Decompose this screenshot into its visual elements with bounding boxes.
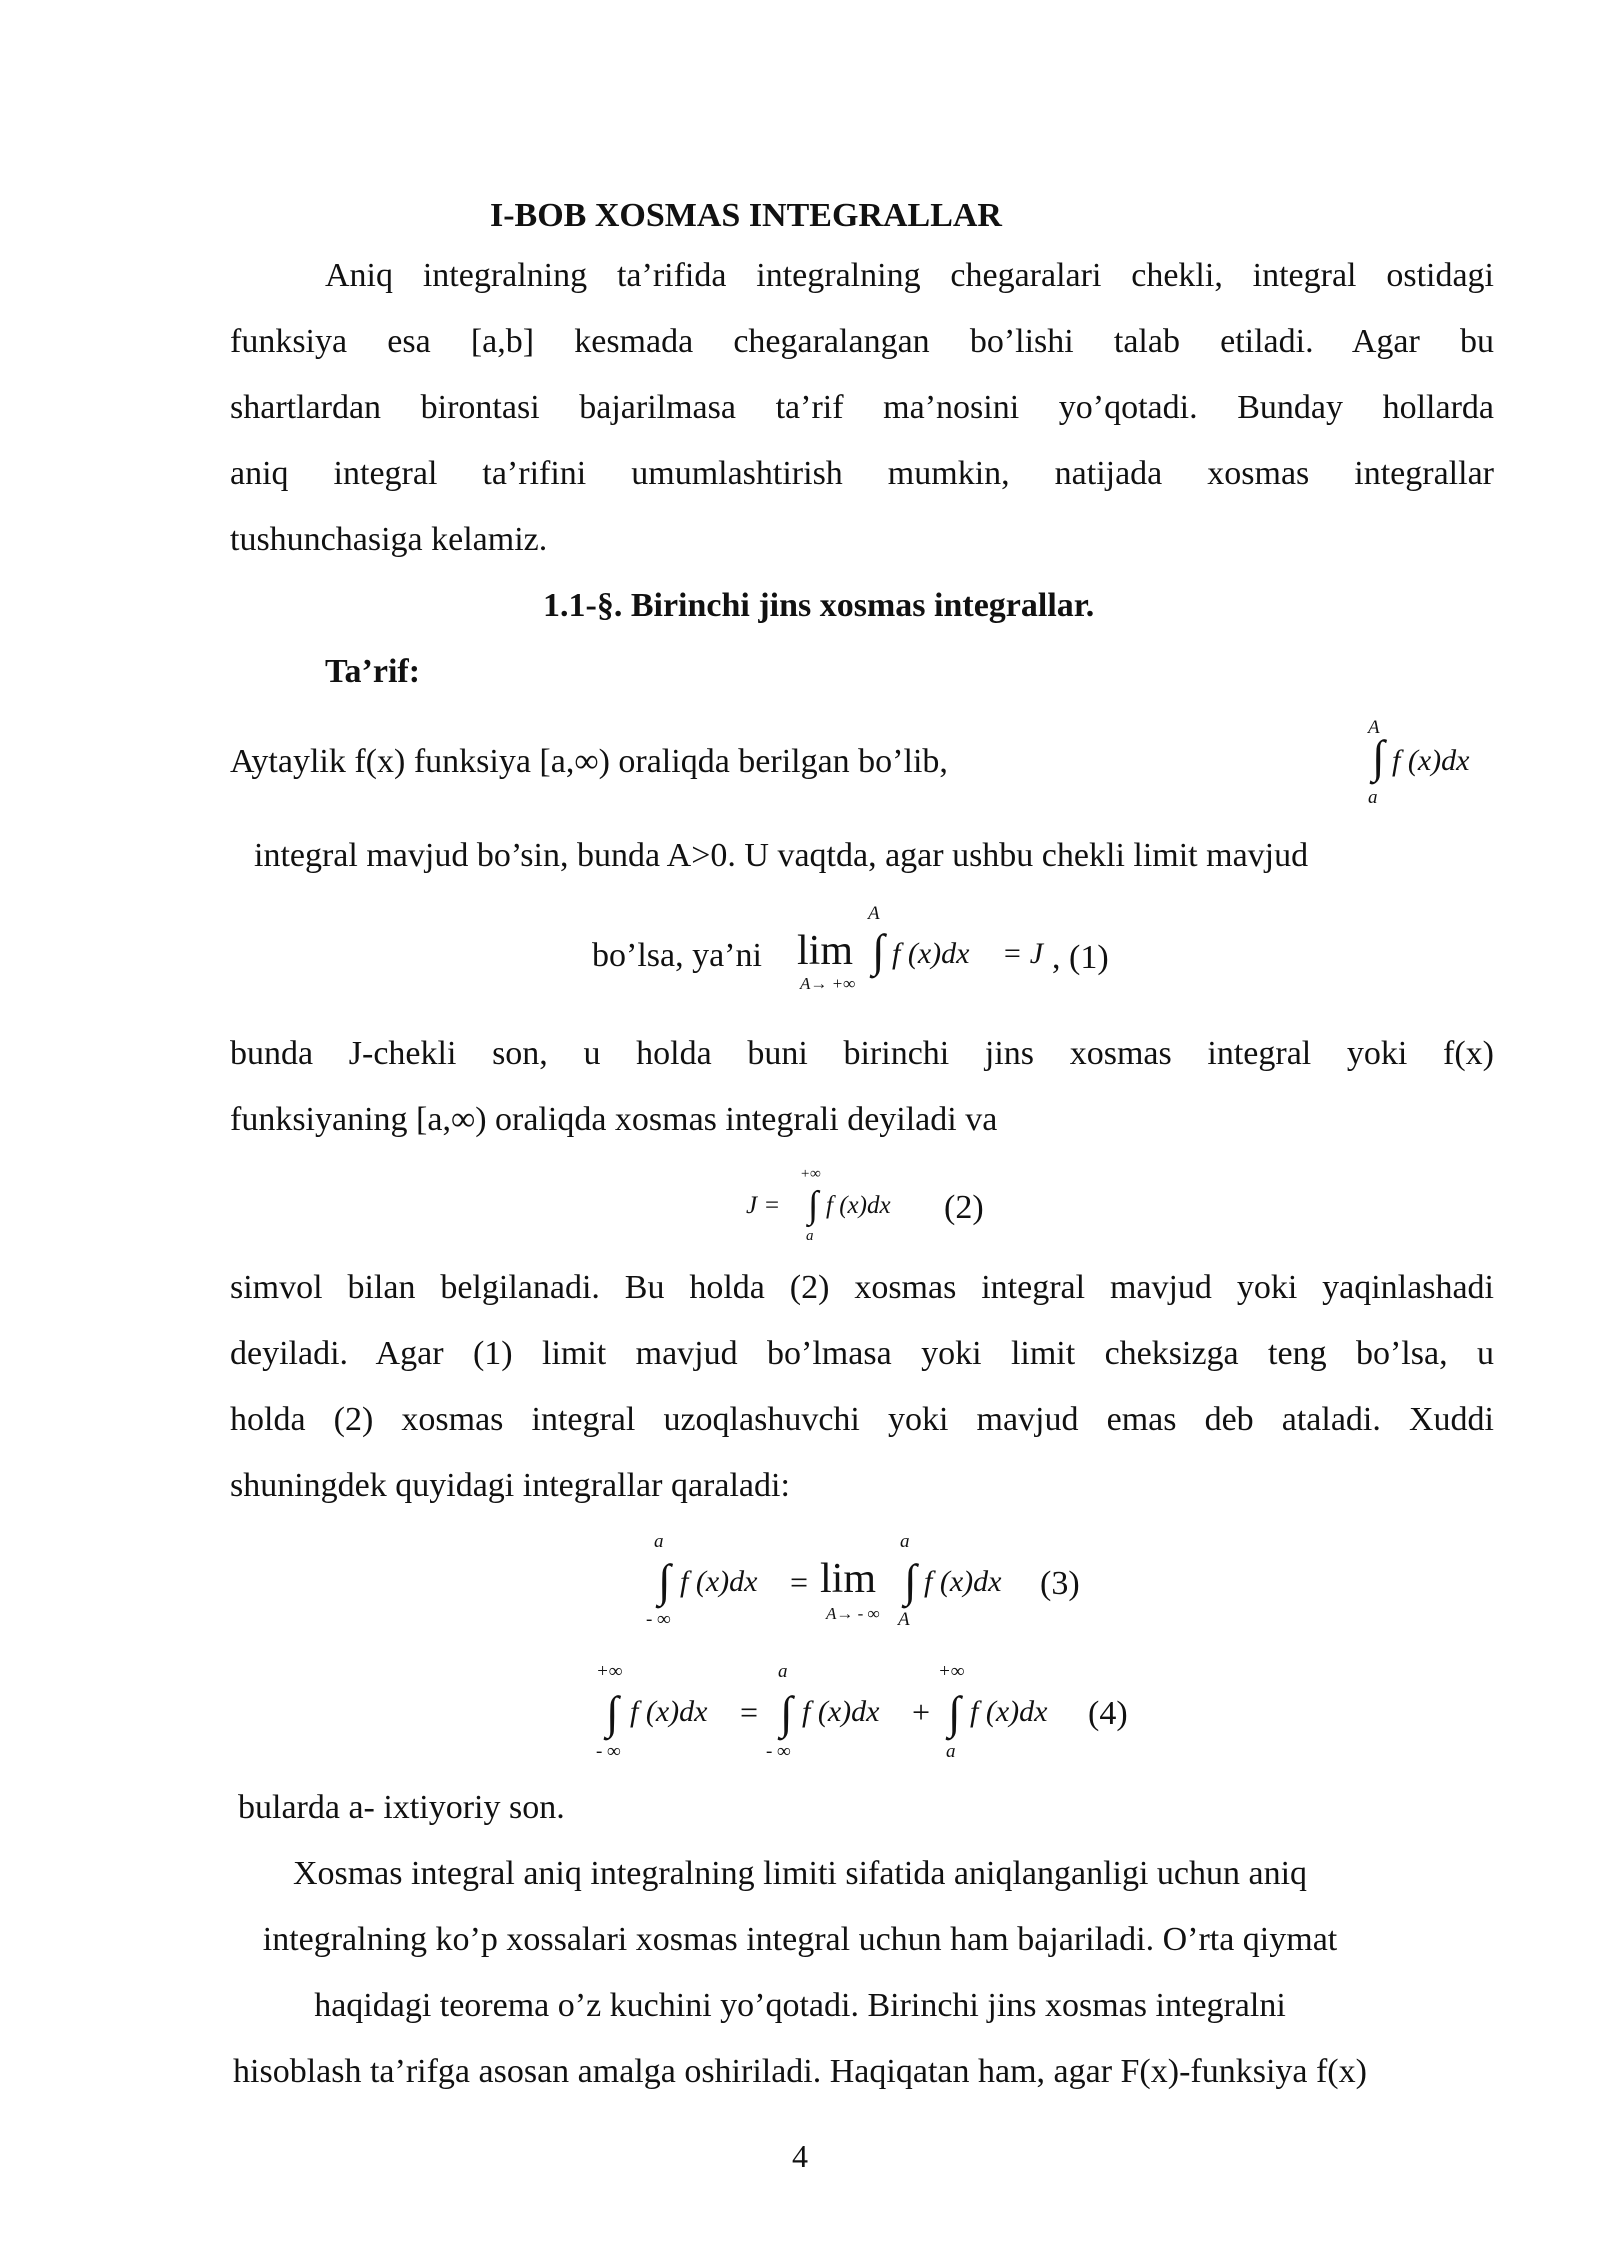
paragraph-line: shuningdek quyidagi integrallar qaraladi: — [230, 1467, 790, 1504]
integral-sign: ∫ — [872, 925, 885, 976]
paragraph-line: funksiya esa [a,b] kesmada chegaralangan bo’lishi talab etiladi. Agar bu — [230, 323, 1494, 360]
document-page: I-BOB XOSMAS INTEGRALLAR Aniq integralning ta’rifida integralning chegaralari chekli, integral ostidagi funksiya esa [a,b] kesmada chegaralangan bo’lishi talab etiladi. Agar bu shartlardan birontasi bajarilmasa ta’rif ma’nosini yo’qotadi. Bunday hollarda aniq integral ta’rifini umumlashtirish mumkin, natijada xosmas integrallar tushunchasiga kelamiz. 1.1-§. Birinchi jins xosmas integrallar. Ta’rif: Aytaylik f(x) funksiya [a,∞) oraliqda berilgan bo’lib, A ∫ f (x)dx a integral mavjud bo’sin, bunda A>0. U vaqtda, agar ushbu chekli limit mavjud bo’lsa, ya’ni lim A→ +∞ A ∫ f (x)dx = J , (1) bunda J-chekli son, u holda buni birinchi jins xosmas integral yoki f(x) funksiyaning [a,∞) oraliqda xosmas integrali deyiladi va J = +∞ ∫ f (x)dx a (2) simvol bilan belgilanadi. Bu holda (2) xosmas integral mavjud yoki yaqinlashadi deyiladi. Agar (1) limit mavjud bo’lmasa yoki limit cheksizga teng bo’lsa, u holda (2) xosmas integral uzoqlashuvchi yoki mavjud emas deb ataladi. Xuddi shuningdek quyidagi integrallar qaraladi: a ∫ f (x)dx - ∞ = lim A→ - ∞ a ∫ f (x)dx A (3) +∞ ∫ f (x)dx - ∞ = a ∫ f (x)dx - ∞ + +∞ ∫ f (x)dx a (4) bularda a- ixtiyoriy son. Xosmas integral aniq integralning limiti sifatida aniqlanganligi uchun aniq integralning ko’p xossalari xosmas integral uchun ham bajariladi. O’rta qiymat haqidagi teorema o’z kuchini yo’qotadi. Birinchi jins xosmas integralni hisoblash ta’rifga asosan amalga oshiriladi. Haqiqatan ham, agar F(x)-funksiya f(x) 4 — [0, 0, 1600, 2262]
paragraph-line: Aniq integralning ta’rifida integralning chegaralari chekli, integral ostidagi — [325, 257, 1494, 294]
chapter-title: I-BOB XOSMAS INTEGRALLAR — [490, 197, 1002, 234]
paragraph-line: integral mavjud bo’sin, bunda A>0. U vaqtda, agar ushbu chekli limit mavjud — [254, 837, 1309, 874]
paragraph-line: hisoblash ta’rifga asosan amalga oshiriladi. Haqiqatan ham, agar F(x)-funksiya f(x) — [233, 2053, 1367, 2090]
page-number: 4 — [792, 2138, 808, 2174]
paragraph-line: shartlardan birontasi bajarilmasa ta’rif ma’nosini yo’qotadi. Bunday hollarda — [230, 389, 1494, 426]
paragraph-line: deyiladi. Agar (1) limit mavjud bo’lmasa yoki limit cheksizga teng bo’lsa, u — [230, 1335, 1494, 1372]
paragraph-line: bunda J-chekli son, u holda buni birinchi jins xosmas integral yoki f(x) — [230, 1035, 1494, 1072]
paragraph-line: funksiyaning [a,∞) oraliqda xosmas integrali deyiladi va — [230, 1101, 998, 1138]
paragraph-line: tushunchasiga kelamiz. — [230, 521, 548, 558]
integral-sign: ∫ — [1372, 731, 1385, 782]
integral-sign: ∫ — [658, 1555, 671, 1606]
paragraph-line: integralning ko’p xossalari xosmas integral uchun ham bajariladi. O’rta qiymat — [262, 1921, 1338, 1958]
paragraph-line: simvol bilan belgilanadi. Bu holda (2) xosmas integral mavjud yoki yaqinlashadi — [230, 1269, 1494, 1306]
integral-sign: ∫ — [780, 1687, 793, 1738]
paragraph-line: aniq integral ta’rifini umumlashtirish mumkin, natijada xosmas integrallar — [230, 455, 1494, 492]
section-heading: 1.1-§. Birinchi jins xosmas integrallar. — [543, 587, 1095, 624]
integral-sign: ∫ — [808, 1184, 819, 1226]
integral-sign: ∫ — [948, 1687, 961, 1738]
paragraph-line: Xosmas integral aniq integralning limiti sifatida aniqlanganligi uchun aniq — [292, 1855, 1308, 1892]
integral-sign: ∫ — [904, 1555, 917, 1606]
paragraph-line: bularda a- ixtiyoriy son. — [238, 1789, 565, 1826]
paragraph-line: Aytaylik f(x) funksiya [a,∞) oraliqda berilgan bo’lib, — [230, 743, 948, 780]
paragraph-line: holda (2) xosmas integral uzoqlashuvchi yoki mavjud emas deb ataladi. Xuddi — [230, 1401, 1494, 1438]
definition-label: Ta’rif: — [325, 653, 421, 690]
paragraph-line: haqidagi teorema o’z kuchini yo’qotadi. Birinchi jins xosmas integralni — [314, 1987, 1286, 2024]
integral-sign: ∫ — [606, 1687, 619, 1738]
